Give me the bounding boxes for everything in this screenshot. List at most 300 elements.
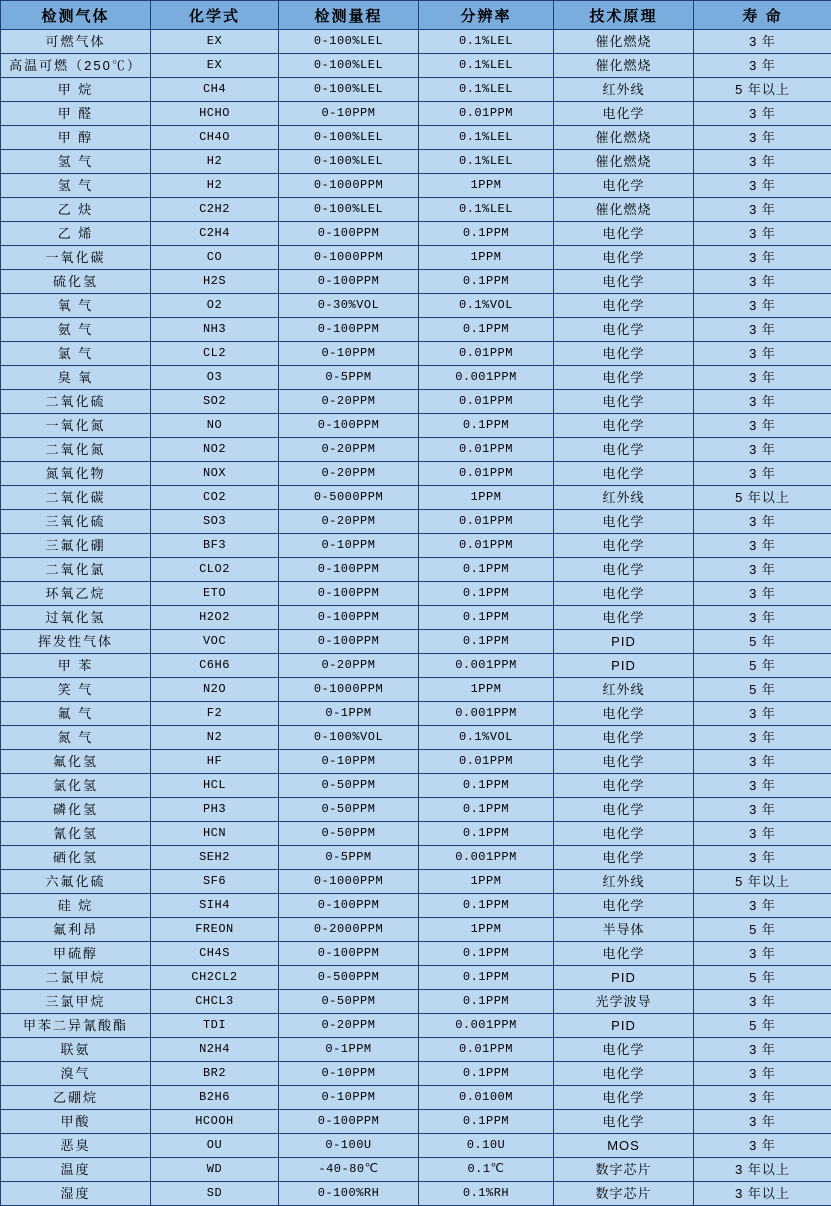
cell-formula: CL2: [151, 342, 279, 366]
cell-gas-name: 二氧化碳: [1, 486, 151, 510]
cell-range: 0-5PPM: [279, 366, 419, 390]
column-header-lifetime: 寿 命: [694, 1, 831, 30]
table-row: [1, 1158, 831, 1182]
cell-formula: EX: [151, 54, 279, 78]
cell-gas-name: 甲酸: [1, 1110, 151, 1134]
cell-formula: N2H4: [151, 1038, 279, 1062]
cell-range: 0-10PPM: [279, 750, 419, 774]
cell-formula: O3: [151, 366, 279, 390]
cell-range: 0-10PPM: [279, 1086, 419, 1110]
cell-lifetime: 3 年: [694, 126, 831, 150]
cell-lifetime: 3 年: [694, 102, 831, 126]
cell-gas-name: 一氧化氮: [1, 414, 151, 438]
table-row: [1, 1086, 831, 1110]
cell-resolution: 0.1%VOL: [419, 726, 554, 750]
cell-range: 0-100PPM: [279, 270, 419, 294]
table-row: [1, 1014, 831, 1038]
cell-gas-name: 挥发性气体: [1, 630, 151, 654]
cell-gas-name: 二氯甲烷: [1, 966, 151, 990]
cell-formula: HCL: [151, 774, 279, 798]
cell-gas-name: 氯 气: [1, 342, 151, 366]
cell-formula: C2H4: [151, 222, 279, 246]
cell-lifetime: 3 年: [694, 342, 831, 366]
cell-gas-name: 甲 烷: [1, 78, 151, 102]
cell-formula: N2O: [151, 678, 279, 702]
cell-range: 0-100PPM: [279, 942, 419, 966]
cell-lifetime: 3 年: [694, 174, 831, 198]
cell-resolution: 0.1PPM: [419, 222, 554, 246]
cell-lifetime: 5 年以上: [694, 870, 831, 894]
cell-range: 0-100PPM: [279, 894, 419, 918]
cell-principle: 催化燃烧: [554, 150, 694, 174]
table-row: [1, 894, 831, 918]
column-header-formula: 化学式: [151, 1, 279, 30]
cell-formula: SEH2: [151, 846, 279, 870]
cell-principle: 电化学: [554, 222, 694, 246]
table-row: [1, 174, 831, 198]
cell-resolution: 1PPM: [419, 486, 554, 510]
cell-resolution: 0.1℃: [419, 1158, 554, 1182]
header-row: [1, 1, 831, 30]
cell-principle: 红外线: [554, 678, 694, 702]
cell-formula: CLO2: [151, 558, 279, 582]
cell-gas-name: 甲硫醇: [1, 942, 151, 966]
cell-formula: CH4O: [151, 126, 279, 150]
cell-range: 0-100PPM: [279, 222, 419, 246]
cell-lifetime: 3 年: [694, 534, 831, 558]
cell-resolution: 0.1%LEL: [419, 150, 554, 174]
cell-principle: MOS: [554, 1134, 694, 1158]
cell-gas-name: 高温可燃（250℃）: [1, 54, 151, 78]
table-row: [1, 726, 831, 750]
table-row: [1, 462, 831, 486]
cell-resolution: 0.001PPM: [419, 366, 554, 390]
cell-resolution: 1PPM: [419, 174, 554, 198]
table-row: [1, 942, 831, 966]
cell-formula: F2: [151, 702, 279, 726]
table-row: [1, 1182, 831, 1206]
cell-gas-name: 甲 醇: [1, 126, 151, 150]
cell-formula: FREON: [151, 918, 279, 942]
cell-resolution: 1PPM: [419, 918, 554, 942]
cell-principle: 数字芯片: [554, 1182, 694, 1206]
cell-gas-name: 可燃气体: [1, 30, 151, 54]
cell-resolution: 1PPM: [419, 678, 554, 702]
cell-formula: SF6: [151, 870, 279, 894]
table-row: [1, 126, 831, 150]
cell-resolution: 1PPM: [419, 246, 554, 270]
table-body: [1, 30, 831, 1206]
cell-range: 0-100PPM: [279, 1110, 419, 1134]
cell-range: 0-50PPM: [279, 798, 419, 822]
cell-principle: 电化学: [554, 510, 694, 534]
table-row: [1, 654, 831, 678]
cell-resolution: 0.001PPM: [419, 702, 554, 726]
cell-resolution: 0.01PPM: [419, 1038, 554, 1062]
cell-lifetime: 3 年: [694, 1086, 831, 1110]
cell-lifetime: 3 年: [694, 30, 831, 54]
table-row: [1, 582, 831, 606]
cell-gas-name: 温度: [1, 1158, 151, 1182]
cell-gas-name: 二氧化硫: [1, 390, 151, 414]
cell-resolution: 0.1%LEL: [419, 198, 554, 222]
cell-range: 0-100PPM: [279, 606, 419, 630]
cell-formula: VOC: [151, 630, 279, 654]
cell-principle: 红外线: [554, 486, 694, 510]
cell-principle: 电化学: [554, 846, 694, 870]
table-row: [1, 486, 831, 510]
cell-principle: PID: [554, 654, 694, 678]
cell-range: 0-5000PPM: [279, 486, 419, 510]
cell-gas-name: 三氧化硫: [1, 510, 151, 534]
cell-resolution: 0.10U: [419, 1134, 554, 1158]
cell-resolution: 0.1%VOL: [419, 294, 554, 318]
cell-lifetime: 3 年: [694, 1110, 831, 1134]
cell-gas-name: 笑 气: [1, 678, 151, 702]
cell-lifetime: 3 年: [694, 1038, 831, 1062]
cell-formula: CH2CL2: [151, 966, 279, 990]
cell-resolution: 0.1PPM: [419, 942, 554, 966]
table-row: [1, 102, 831, 126]
table-row: [1, 1134, 831, 1158]
cell-lifetime: 3 年: [694, 582, 831, 606]
cell-range: 0-100PPM: [279, 582, 419, 606]
cell-principle: 电化学: [554, 342, 694, 366]
cell-lifetime: 5 年: [694, 918, 831, 942]
cell-formula: NOX: [151, 462, 279, 486]
cell-formula: HCOOH: [151, 1110, 279, 1134]
table-row: [1, 870, 831, 894]
cell-range: -40-80℃: [279, 1158, 419, 1182]
table-row: [1, 510, 831, 534]
cell-resolution: 0.01PPM: [419, 342, 554, 366]
cell-range: 0-10PPM: [279, 102, 419, 126]
table-row: [1, 366, 831, 390]
cell-range: 0-2000PPM: [279, 918, 419, 942]
cell-range: 0-1000PPM: [279, 246, 419, 270]
cell-lifetime: 3 年: [694, 774, 831, 798]
cell-formula: C6H6: [151, 654, 279, 678]
cell-principle: 催化燃烧: [554, 126, 694, 150]
cell-lifetime: 3 年: [694, 462, 831, 486]
column-header-resolution: 分辨率: [419, 1, 554, 30]
cell-principle: 电化学: [554, 702, 694, 726]
cell-lifetime: 3 年: [694, 606, 831, 630]
cell-principle: 电化学: [554, 1038, 694, 1062]
cell-lifetime: 5 年: [694, 966, 831, 990]
cell-formula: HCN: [151, 822, 279, 846]
cell-principle: 电化学: [554, 822, 694, 846]
cell-range: 0-30%VOL: [279, 294, 419, 318]
cell-gas-name: 恶臭: [1, 1134, 151, 1158]
column-header-range: 检测量程: [279, 1, 419, 30]
cell-lifetime: 3 年: [694, 510, 831, 534]
cell-principle: 电化学: [554, 414, 694, 438]
cell-gas-name: 甲 醛: [1, 102, 151, 126]
cell-principle: 电化学: [554, 726, 694, 750]
cell-lifetime: 3 年: [694, 54, 831, 78]
table-row: [1, 966, 831, 990]
cell-principle: 光学波导: [554, 990, 694, 1014]
cell-formula: SD: [151, 1182, 279, 1206]
cell-range: 0-100%LEL: [279, 126, 419, 150]
column-header-principle: 技术原理: [554, 1, 694, 30]
cell-resolution: 0.1PPM: [419, 798, 554, 822]
cell-principle: 红外线: [554, 870, 694, 894]
cell-principle: 电化学: [554, 174, 694, 198]
cell-gas-name: 过氧化氢: [1, 606, 151, 630]
table-row: [1, 678, 831, 702]
table-row: [1, 774, 831, 798]
cell-principle: 红外线: [554, 78, 694, 102]
cell-gas-name: 氯化氢: [1, 774, 151, 798]
cell-resolution: 0.01PPM: [419, 750, 554, 774]
cell-lifetime: 3 年: [694, 366, 831, 390]
cell-range: 0-20PPM: [279, 462, 419, 486]
table-row: [1, 702, 831, 726]
table-row: [1, 798, 831, 822]
cell-principle: 电化学: [554, 942, 694, 966]
cell-gas-name: 氢 气: [1, 150, 151, 174]
table-row: [1, 438, 831, 462]
cell-principle: PID: [554, 966, 694, 990]
cell-range: 0-1PPM: [279, 1038, 419, 1062]
table-row: [1, 918, 831, 942]
cell-resolution: 0.1PPM: [419, 606, 554, 630]
cell-principle: 催化燃烧: [554, 54, 694, 78]
cell-gas-name: 氟利昂: [1, 918, 151, 942]
cell-formula: H2S: [151, 270, 279, 294]
cell-gas-name: 臭 氧: [1, 366, 151, 390]
cell-lifetime: 3 年以上: [694, 1182, 831, 1206]
cell-principle: 电化学: [554, 318, 694, 342]
table-row: [1, 78, 831, 102]
cell-lifetime: 3 年: [694, 390, 831, 414]
cell-resolution: 0.01PPM: [419, 510, 554, 534]
cell-formula: HCHO: [151, 102, 279, 126]
cell-gas-name: 氢 气: [1, 174, 151, 198]
cell-formula: H2: [151, 150, 279, 174]
cell-lifetime: 5 年以上: [694, 486, 831, 510]
cell-lifetime: 3 年: [694, 150, 831, 174]
cell-resolution: 0.01PPM: [419, 102, 554, 126]
cell-principle: PID: [554, 1014, 694, 1038]
cell-lifetime: 3 年: [694, 990, 831, 1014]
cell-lifetime: 5 年: [694, 1014, 831, 1038]
cell-lifetime: 3 年: [694, 750, 831, 774]
table-header: [1, 1, 831, 30]
table-row: [1, 150, 831, 174]
cell-range: 0-1PPM: [279, 702, 419, 726]
cell-formula: O2: [151, 294, 279, 318]
cell-principle: 电化学: [554, 1110, 694, 1134]
cell-formula: BF3: [151, 534, 279, 558]
cell-range: 0-10PPM: [279, 1062, 419, 1086]
cell-resolution: 0.01PPM: [419, 534, 554, 558]
table-row: [1, 318, 831, 342]
cell-gas-name: 三氟化硼: [1, 534, 151, 558]
cell-range: 0-10PPM: [279, 342, 419, 366]
cell-principle: 电化学: [554, 438, 694, 462]
cell-formula: NH3: [151, 318, 279, 342]
cell-range: 0-20PPM: [279, 438, 419, 462]
cell-gas-name: 联氨: [1, 1038, 151, 1062]
cell-range: 0-20PPM: [279, 654, 419, 678]
cell-gas-name: 二氧化氮: [1, 438, 151, 462]
cell-resolution: 0.1PPM: [419, 774, 554, 798]
cell-formula: OU: [151, 1134, 279, 1158]
cell-resolution: 0.1%LEL: [419, 54, 554, 78]
column-header-gas-name: 检测气体: [1, 1, 151, 30]
cell-resolution: 0.001PPM: [419, 1014, 554, 1038]
table-row: [1, 198, 831, 222]
table-row: [1, 558, 831, 582]
cell-formula: HF: [151, 750, 279, 774]
cell-range: 0-1000PPM: [279, 678, 419, 702]
cell-range: 0-50PPM: [279, 774, 419, 798]
cell-resolution: 0.1PPM: [419, 966, 554, 990]
cell-principle: 催化燃烧: [554, 30, 694, 54]
cell-lifetime: 3 年: [694, 222, 831, 246]
cell-resolution: 0.1PPM: [419, 270, 554, 294]
cell-gas-name: 氰化氢: [1, 822, 151, 846]
cell-lifetime: 3 年: [694, 246, 831, 270]
cell-range: 0-100PPM: [279, 414, 419, 438]
cell-formula: H2: [151, 174, 279, 198]
cell-gas-name: 三氯甲烷: [1, 990, 151, 1014]
table-row: [1, 246, 831, 270]
cell-range: 0-20PPM: [279, 390, 419, 414]
cell-resolution: 0.1%LEL: [419, 78, 554, 102]
cell-gas-name: 一氧化碳: [1, 246, 151, 270]
table-row: [1, 822, 831, 846]
cell-gas-name: 湿度: [1, 1182, 151, 1206]
cell-formula: CO2: [151, 486, 279, 510]
cell-resolution: 0.1PPM: [419, 1110, 554, 1134]
cell-principle: 电化学: [554, 606, 694, 630]
cell-gas-name: 溴气: [1, 1062, 151, 1086]
cell-lifetime: 3 年: [694, 558, 831, 582]
table-row: [1, 606, 831, 630]
cell-lifetime: 3 年: [694, 1134, 831, 1158]
table-row: [1, 1062, 831, 1086]
table-row: [1, 270, 831, 294]
cell-lifetime: 3 年: [694, 438, 831, 462]
cell-resolution: 0.1%LEL: [419, 126, 554, 150]
cell-range: 0-500PPM: [279, 966, 419, 990]
cell-range: 0-100%LEL: [279, 30, 419, 54]
cell-gas-name: 氮氧化物: [1, 462, 151, 486]
cell-principle: 电化学: [554, 462, 694, 486]
cell-range: 0-100%LEL: [279, 54, 419, 78]
cell-principle: 电化学: [554, 558, 694, 582]
cell-gas-name: 氟 气: [1, 702, 151, 726]
cell-principle: 电化学: [554, 270, 694, 294]
cell-range: 0-100PPM: [279, 630, 419, 654]
cell-resolution: 0.0100M: [419, 1086, 554, 1110]
cell-range: 0-100%RH: [279, 1182, 419, 1206]
cell-gas-name: 氨 气: [1, 318, 151, 342]
cell-lifetime: 3 年: [694, 822, 831, 846]
cell-resolution: 0.01PPM: [419, 438, 554, 462]
cell-resolution: 0.1PPM: [419, 630, 554, 654]
cell-principle: 电化学: [554, 894, 694, 918]
cell-resolution: 0.1PPM: [419, 990, 554, 1014]
cell-principle: 电化学: [554, 534, 694, 558]
cell-gas-name: 硫化氢: [1, 270, 151, 294]
cell-resolution: 0.1%LEL: [419, 30, 554, 54]
cell-formula: H2O2: [151, 606, 279, 630]
table-row: [1, 54, 831, 78]
cell-gas-name: 环氧乙烷: [1, 582, 151, 606]
cell-lifetime: 3 年: [694, 894, 831, 918]
cell-range: 0-20PPM: [279, 510, 419, 534]
cell-gas-name: 氮 气: [1, 726, 151, 750]
cell-principle: 电化学: [554, 1062, 694, 1086]
cell-lifetime: 3 年: [694, 414, 831, 438]
cell-gas-name: 硅 烷: [1, 894, 151, 918]
cell-gas-name: 乙 炔: [1, 198, 151, 222]
cell-lifetime: 3 年: [694, 798, 831, 822]
cell-range: 0-100%LEL: [279, 198, 419, 222]
cell-gas-name: 甲苯二异氰酸酯: [1, 1014, 151, 1038]
cell-gas-name: 磷化氢: [1, 798, 151, 822]
table-row: [1, 1038, 831, 1062]
cell-range: 0-1000PPM: [279, 174, 419, 198]
cell-formula: NO: [151, 414, 279, 438]
cell-gas-name: 乙 烯: [1, 222, 151, 246]
cell-resolution: 0.1PPM: [419, 558, 554, 582]
table-row: [1, 846, 831, 870]
table-row: [1, 294, 831, 318]
table-row: [1, 630, 831, 654]
cell-lifetime: 3 年: [694, 270, 831, 294]
cell-range: 0-50PPM: [279, 822, 419, 846]
cell-principle: 电化学: [554, 366, 694, 390]
table-row: [1, 534, 831, 558]
cell-formula: C2H2: [151, 198, 279, 222]
cell-gas-name: 氧 气: [1, 294, 151, 318]
cell-range: 0-10PPM: [279, 534, 419, 558]
cell-resolution: 0.1PPM: [419, 582, 554, 606]
cell-lifetime: 3 年: [694, 294, 831, 318]
cell-formula: N2: [151, 726, 279, 750]
cell-range: 0-5PPM: [279, 846, 419, 870]
cell-lifetime: 3 年: [694, 726, 831, 750]
cell-gas-name: 六氟化硫: [1, 870, 151, 894]
cell-range: 0-50PPM: [279, 990, 419, 1014]
cell-principle: 数字芯片: [554, 1158, 694, 1182]
cell-lifetime: 5 年: [694, 630, 831, 654]
cell-gas-name: 硒化氢: [1, 846, 151, 870]
cell-formula: ETO: [151, 582, 279, 606]
cell-principle: 电化学: [554, 798, 694, 822]
cell-formula: BR2: [151, 1062, 279, 1086]
cell-lifetime: 3 年以上: [694, 1158, 831, 1182]
cell-lifetime: 3 年: [694, 942, 831, 966]
cell-gas-name: 二氧化氯: [1, 558, 151, 582]
cell-principle: 电化学: [554, 582, 694, 606]
cell-gas-name: 乙硼烷: [1, 1086, 151, 1110]
cell-lifetime: 3 年: [694, 702, 831, 726]
cell-range: 0-100%VOL: [279, 726, 419, 750]
cell-formula: CH4: [151, 78, 279, 102]
cell-resolution: 0.1PPM: [419, 414, 554, 438]
cell-formula: EX: [151, 30, 279, 54]
cell-range: 0-100PPM: [279, 318, 419, 342]
cell-range: 0-20PPM: [279, 1014, 419, 1038]
table-row: [1, 1110, 831, 1134]
